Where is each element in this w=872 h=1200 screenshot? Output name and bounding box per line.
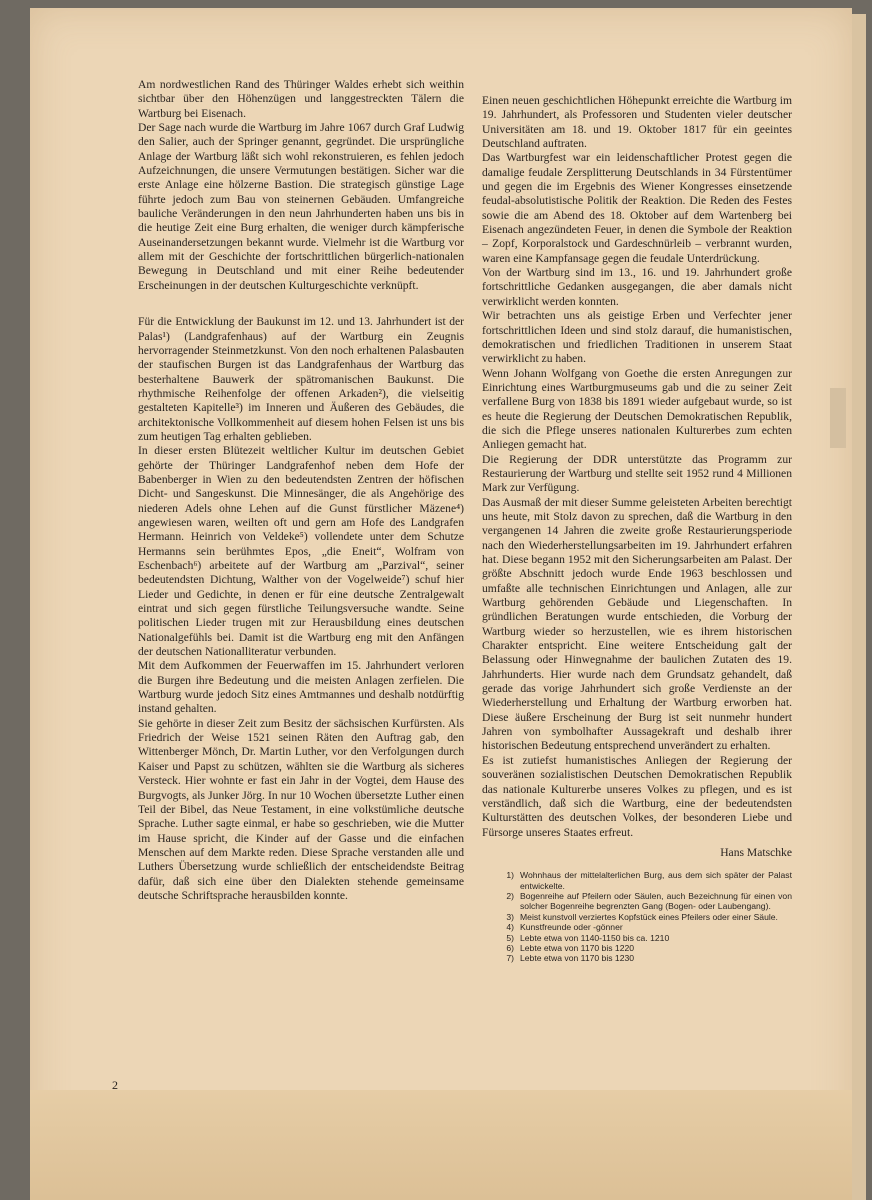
paragraph-gap	[138, 293, 464, 315]
paragraph: Für die Entwicklung der Baukunst im 12. und 13. Jahrhundert ist der Palas¹) (Landgrafenhaus) auf der Wartburg ein Zeugnis hervorragender Steinmetzkunst. Von den noch erhaltenen Palasbauten der staufischen Burgen ist das Landgrafenhaus der Wartburg das besterhaltene Bauwerk der spätromanischen Baukunst. Die rhythmische Reihenfolge der offenen Arkaden²), die vielseitig gestalteten Kapitelle³) im Inneren und Äußeren des Gebäudes, die architektonische Vollkommenheit auf diesem hohen Felsen ist uns bis zum heutigen Tag erhalten geblieben.	[138, 315, 464, 443]
footnote-number: 7)	[506, 953, 514, 964]
footnote-number: 6)	[506, 943, 514, 954]
footnote-number: 1)	[506, 870, 514, 881]
footnote-text: Lebte etwa von 1140-1150 bis ca. 1210	[520, 932, 670, 943]
paragraph: Wenn Johann Wolfgang von Goethe die ersten Anregungen zur Einrichtung eines Wartburgmuseums gab und die zu seiner Zeit verfallene Burg von 1838 bis 1891 wieder aufgebaut wurde, so ist es heute die Regierung der Deutschen Demokratischen Republik, die sich die Pflege unseres nationalen Kulturerbes zum echten Anliegen gemacht hat.	[482, 366, 792, 452]
footnotes	[482, 870, 792, 964]
paragraph: Mit dem Aufkommen der Feuerwaffen im 15. Jahrhundert verloren die Burgen ihre Bedeutung und die meisten Anlagen zerfielen. Die Wartburg wurde jedoch Sitz eines Amtmannes und deshalb notdürftig instand gehalten.	[138, 659, 464, 716]
footnote-text: Meist kunstvoll verziertes Kopfstück eines Pfeilers oder einer Säule.	[520, 911, 778, 922]
page-edge-tab	[830, 388, 846, 448]
footnote-text: Kunstfreunde oder -gönner	[520, 922, 623, 933]
author-signature: Hans Matschke	[720, 845, 792, 859]
footnote	[502, 943, 792, 953]
paragraph: Einen neuen geschichtlichen Höhepunkt erreichte die Wartburg im 19. Jahrhundert, als Professoren und Studenten vieler deutscher Universitäten am 18. und 19. Oktober 1817 für ein geeintes Deutschland auftraten.	[482, 94, 792, 151]
paragraph: In dieser ersten Blütezeit weltlicher Kultur im deutschen Gebiet gehörte der Thüringer Landgrafenhof neben dem Hofe der Babenberger in Wien zu den bedeutendsten Zentren der höfischen Dicht- und Sangeskunst. Die Minnesänger, die als Angehörige des niederen Adels ohne Lehen auf die Gunst fürstlicher Mäzene⁴) angewiesen waren, weilten oft und gern am Hofe des Landgrafen Hermann. Heinrich von Veldeke⁵) vollendete unter dem Schutze Hermanns sein berühmtes Epos, „die Eneit“, Wolfram von Eschenbach⁶) arbeitete auf der Wartburg am „Parzival“, seiner bedeutendsten Dichtung, Walther von der Vogelweide⁷) schuf hier Lieder und Gedichte, in denen er für eine deutsche Zentralgewalt eintrat und sich gegen fürstliche Teilungsversuche wandte. Seine politischen Lieder trugen mit zur Herausbildung eines deutschen Nationalgefühls bei. Damit ist die Wartburg eng mit den Anfängen der deutschen Nationalliteratur verbunden.	[138, 444, 464, 659]
footnote-number: 4)	[506, 922, 514, 933]
left-text-column	[138, 78, 464, 903]
footnote-number: 5)	[506, 932, 514, 943]
footnote-text: Lebte etwa von 1170 bis 1230	[520, 953, 635, 964]
footnote-text: Lebte etwa von 1170 bis 1220	[520, 943, 635, 954]
right-text-column	[482, 94, 792, 964]
footnote-text: Wohnhaus der mittelalterlichen Burg, aus dem sich später der Palast entwickelte.	[520, 870, 792, 891]
paragraph: Die Regierung der DDR unterstützte das Programm zur Restaurierung der Wartburg und stellte seit 1952 rund 4 Millionen Mark zur Verfügung.	[482, 452, 792, 495]
paragraph: Von der Wartburg sind im 13., 16. und 19. Jahrhundert große fortschrittliche Gedanken ausgegangen, die aber damals nicht verwirklicht werden konnten.	[482, 266, 792, 308]
paragraph: Der Sage nach wurde die Wartburg im Jahre 1067 durch Graf Ludwig den Salier, auch der Springer genannt, gegründet. Die ursprüngliche Anlage der Wartburg läßt sich wohl rekonstruieren, es fehlen jedoch Aufzeichnungen, die unsere Vermutungen bestätigen. Sicher war die erste Anlage eine hölzerne Bastion. Die strategisch günstige Lage führte jedoch zum Bau von steinernen Gebäuden. Umfangreiche bauliche Veränderungen in den neun Jahrhunderten haben uns bis in die heutige Zeit eine Burg erhalten, die weniger durch kämpferische Auseinandersetzungen bekannt wurde. Vielmehr ist die Wartburg vor allem mit der Geschichte der fortschrittlichen bürgerlich-nationalen Bewegung in Deutschland und mit einer Reihe bedeutender Erscheinungen in der deutschen Kulturgeschichte verknüpft.	[138, 121, 464, 292]
paragraph: Am nordwestlichen Rand des Thüringer Waldes erhebt sich weithin sichtbar über den Höhenzügen und langgestreckten Tälern die Wartburg bei Eisenach.	[138, 78, 464, 120]
page-number: 2	[112, 1078, 118, 1092]
footnote	[502, 933, 792, 943]
footnote	[502, 870, 792, 891]
paragraph: Das Wartburgfest war ein leidenschaftlicher Protest gegen die damalige feudale Zersplitterung Deutschlands in 34 Fürstentümer und gegen die im Ergebnis des Wiener Kongresses einsetzende feudal-absolutistische Politik der Reaktion. Die Reden des Festes sowie die am Abend des 18. Oktober auf dem Wartenberg bei Eisenach angezündeten Feuer, in denen die Symbole der Reaktion – Zopf, Korporalstock und Gardeschnürleib – verbrannt wurden, waren eine Kampfansage gegen die feudale Unterdrückung.	[482, 151, 792, 265]
footnote	[502, 922, 792, 932]
footnote-number: 2)	[506, 891, 514, 902]
paragraph: Sie gehörte in dieser Zeit zum Besitz der sächsischen Kurfürsten. Als Friedrich der Weise 1521 seinen Räten den Auftrag gab, den Wittenberger Mönch, Dr. Martin Luther, vor den Verfolgungen durch Kaiser und Papst zu schützen, wählten sie die Wartburg als sicheres Versteck. Hier wohnte er fast ein Jahr in der Vogtei, dem Hause des Burgvogts, als Junker Jörg. In nur 10 Wochen übersetzte Luther einen Teil der Bibel, das Neue Testament, in eine volkstümliche deutsche Sprache. Luther sagte einmal, er habe so geschrieben, wie die Mutter im Hause spricht, die Kinder auf der Gasse und die einfachen Menschen auf dem Markte reden. Diese Sprache verstanden alle und Luthers Übersetzung wurde schließlich der entscheidendste Beitrag dafür, daß sich eine über den Dialekten stehende gemeinsame deutsche Schriftsprache herausbilden konnte.	[138, 716, 464, 902]
paragraph: Es ist zutiefst humanistisches Anliegen der Regierung der souveränen sozialistischen Deutschen Demokratischen Republik das nationale Kulturerbe unseres Volkes zu pflegen, und es ist verständlich, daß sich die Wartburg, eine der bedeutendsten Kulturstätten des deutschen Volkes, der besonderen Liebe und Fürsorge unseres Staates erfreut.	[482, 753, 792, 839]
footnote-text: Bogenreihe auf Pfeilern oder Säulen, auch Bezeichnung für einen von solcher Bogenreihe begrenzten Gang (Bogen- oder Laubengang).	[520, 891, 792, 912]
paragraph: Das Ausmaß der mit dieser Summe geleisteten Arbeiten berechtigt uns heute, mit Stolz davon zu sprechen, daß die Wartburg in den vergangenen 14 Jahren die zweite große Restaurierungsperiode nach den Wiederherstellungsarbeiten im 19. Jahrhundert erfahren hat. Diese begann 1952 mit den Sicherungsarbeiten am Palast. Der größte Abschnitt jedoch wurde Ende 1963 beschlossen und umfaßte alle technischen Einrichtungen und Anlagen, alle zur Wartburg gehörenden Gebäude und Liegenschaften. In gründlichen Beratungen wurde entschieden, die Vorburg der Wartburg wieder so herzustellen, wie es ihrem historischen Charakter entspricht. Eine weitere Entscheidung galt der Belassung oder Hinwegnahme der baulichen Zutaten des 19. Jahrhunderts. Hier wurde nach dem Grundsatz gehandelt, daß gerade das vorige Jahrhundert sich große Verdienste an der Wiederherstellung und Erhaltung der Wartburg erworben hat. Diese äußere Erscheinung der Burg ist seit nunmehr hundert Jahren von symbolhafter Aussagekraft und deshalb ihrer historischen Bedeutung entsprechend unverändert zu erhalten.	[482, 495, 792, 753]
paragraph: Wir betrachten uns als geistige Erben und Verfechter jener fortschrittlichen Ideen und sind stolz darauf, die humanistischen, demokratischen und friedlichen Traditionen in unserem Staat verwirklicht zu haben.	[482, 309, 792, 366]
footnote	[502, 891, 792, 912]
aged-paper-band	[30, 1090, 852, 1200]
footnote-number: 3)	[506, 911, 514, 922]
footnote	[502, 912, 792, 922]
footnote	[502, 953, 792, 963]
